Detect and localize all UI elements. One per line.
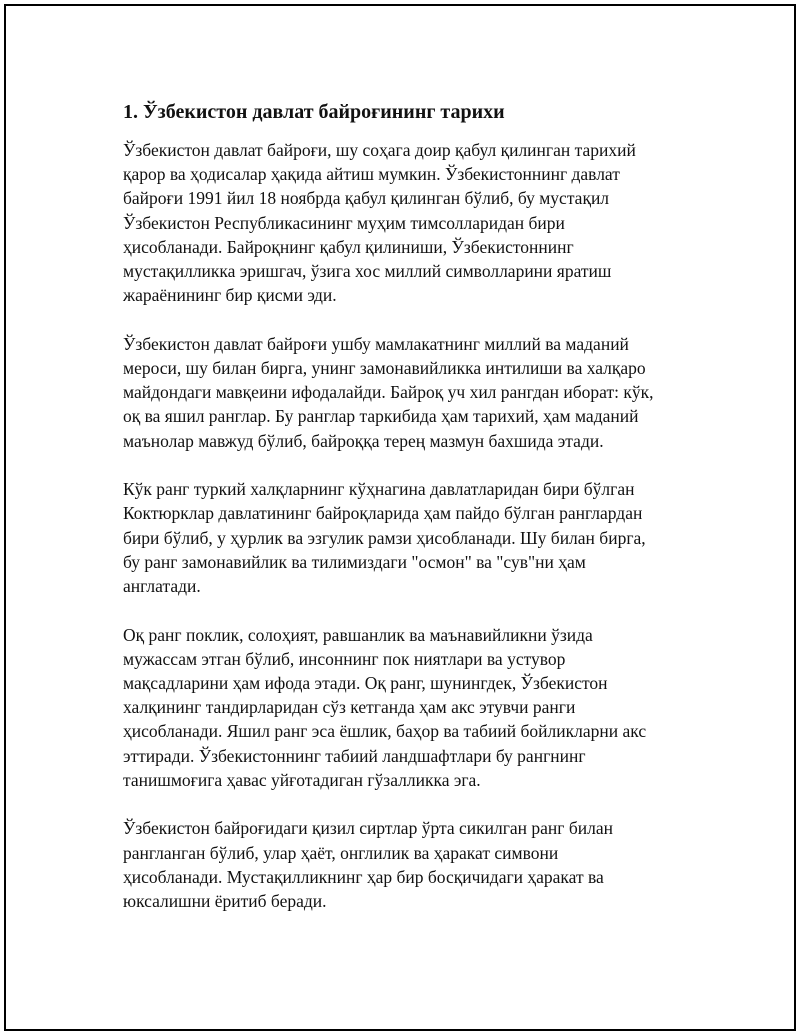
text-line: оқ ва яшил ранглар. Бу ранглар таркибида ҳам тарихий, ҳам маданий: [123, 406, 639, 427]
text-line: Кўк ранг туркий халқларнинг кўҳнагина давлатларидан бири бўлган: [123, 479, 635, 500]
text-line: маънолар мавжуд бўлиб, байроққа терең мазмун бахшида этади.: [123, 430, 604, 451]
document-body: [123, 98, 703, 938]
text-line: ҳисобланади. Мустақилликнинг ҳар бир босқичидаги ҳаракат ва: [123, 866, 604, 887]
text-line: бири бўлиб, у ҳурлик ва эзгулик рамзи ҳисобланади. Шу билан бирга,: [123, 527, 646, 548]
text-line: мужассам этган бўлиб, инсоннинг пок ниятлари ва устувор: [123, 648, 566, 669]
text-line: Ўзбекистон байроғидаги қизил сиртлар ўрта сикилган ранг билан: [123, 818, 613, 839]
paragraph-3: [123, 477, 703, 598]
text-line: бу ранг замонавийлик ва тилимиздаги "осмон" ва "сув"ни ҳам: [123, 551, 586, 572]
text-line: Ўзбекистон Республикасининг муҳим тимсолларидан бири: [123, 212, 565, 233]
paragraph-4: [123, 623, 703, 792]
paragraph-5: [123, 816, 703, 913]
text-line: жараёнининг бир қисми эди.: [123, 285, 337, 306]
paragraph-2: [123, 332, 703, 453]
text-line: мустақилликка эришгач, ўзига хос миллий символларини яратиш: [123, 261, 612, 282]
text-line: ҳисобланади. Яшил ранг эса ёшлик, баҳор ва табиий бойликларни акс: [123, 721, 647, 742]
text-line: майдондаги мавқеини ифодалайди. Байроқ уч хил рангдан иборат: кўк,: [123, 382, 654, 403]
text-line: рангланган бўлиб, улар ҳаёт, онглилик ва ҳаракат симвони: [123, 842, 559, 863]
text-line: қарор ва ҳодисалар ҳақида айтиш мумкин. Ўзбекистоннинг давлат: [123, 164, 620, 185]
text-line: мероси, шу билан бирга, унинг замонавийликка интилиши ва халқаро: [123, 358, 646, 379]
paragraph-1: [123, 138, 703, 307]
text-line: англатади.: [123, 576, 201, 597]
text-line: халқининг тандирларидан сўз кетганда ҳам акс этувчи ранги: [123, 697, 576, 718]
text-line: эттиради. Ўзбекистоннинг табиий ландшафтлари бу рангнинг: [123, 745, 586, 766]
text-line: ҳисобланади. Байроқнинг қабул қилиниши, Ўзбекистоннинг: [123, 236, 574, 257]
section-heading: 1. Ўзбекистон давлат байроғининг тарихи: [123, 101, 505, 123]
text-line: Ўзбекистон давлат байроғи, шу соҳага доир қабул қилинган тарихий: [123, 140, 636, 160]
text-line: байроғи 1991 йил 18 ноябрда қабул қилинган бўлиб, бу мустақил: [123, 188, 610, 209]
text-line: мақсадларини ҳам ифода этади. Оқ ранг, шунингдек, Ўзбекистон: [123, 673, 608, 694]
text-line: танишмоғига ҳавас уйғотадиган гўзалликка эга.: [123, 769, 481, 790]
text-line: Коктюрклар давлатининг байроқларида ҳам пайдо бўлган ранглардан: [123, 503, 643, 524]
text-line: Ўзбекистон давлат байроғи ушбу мамлакатнинг миллий ва маданий: [123, 333, 629, 354]
text-line: Оқ ранг поклик, солоҳият, равшанлик ва маънавийликни ўзида: [123, 624, 593, 645]
page-frame: [4, 4, 796, 1031]
text-line: юксалишни ёритиб беради.: [123, 891, 327, 912]
